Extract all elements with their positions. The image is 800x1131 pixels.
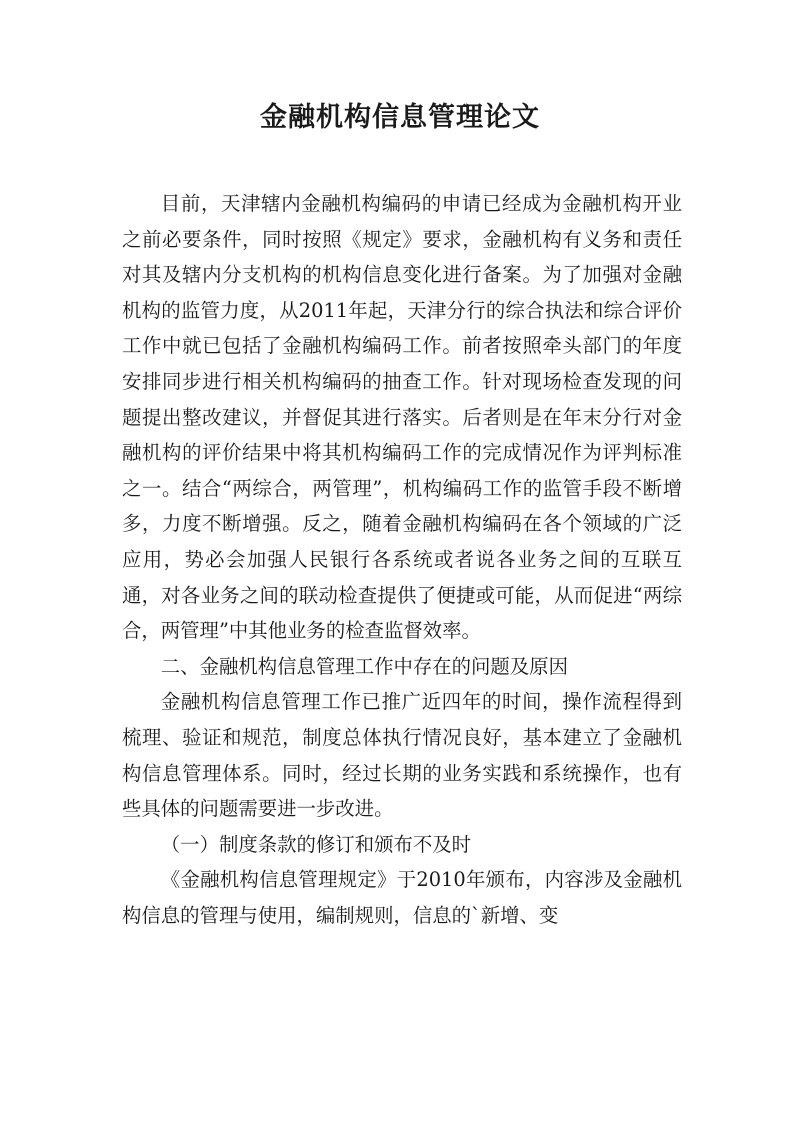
subsection-heading-1: （一）制度条款的修订和颁布不及时 bbox=[160, 832, 472, 856]
paragraph-intro: 目前，天津辖内金融机构编码的申请已经成为金融机构开业之前必要条件，同时按照《规定》要求，金融机构有义务和责任对其及辖内分支机构的机构信息变化进行备案。为了加强对金融机构的监管力度，从2011年起，天津分行的综合执法和综合评价工作中就已包括了金融机构编码工作。前者按照牵头部门的年度安排同步进行相关机构编码的抽查工作。针对现场检查发现的问题提出整改建议，并督促其进行落实。后者则是在年末分行对金融机构的评价结果中将其机构编码工作的完成情况作为评判标准之一。结合“两综合，两管理”，机构编码工作的监管手段不断增多，力度不断增强。反之，随着金融机构编码在各个领域的广泛应用，势必会加强人民银行各系统或者说各业务之间的互联互通，对各业务之间的联动检查提供了便捷或可能，从而促进“两综合，两管理”中其他业务的检查监督效率。 bbox=[122, 192, 682, 643]
section-heading-2: 二、金融机构信息管理工作中存在的问题及原因 bbox=[160, 654, 568, 678]
paragraph-section-2: 金融机构信息管理工作已推广近四年的时间，操作流程得到梳理、验证和规范，制度总体执行情况良好，基本建立了金融机构信息管理体系。同时，经过长期的业务实践和系统操作，也有些具体的问题需要进一步改进。 bbox=[122, 690, 682, 821]
document-body bbox=[122, 186, 682, 933]
document-title: 金融机构信息管理论文 bbox=[260, 102, 540, 133]
paragraph-subsection-1: 《金融机构信息管理规定》于2010年颁布，内容涉及金融机构信息的管理与使用，编制规则，信息的`新增、变 bbox=[122, 868, 682, 927]
